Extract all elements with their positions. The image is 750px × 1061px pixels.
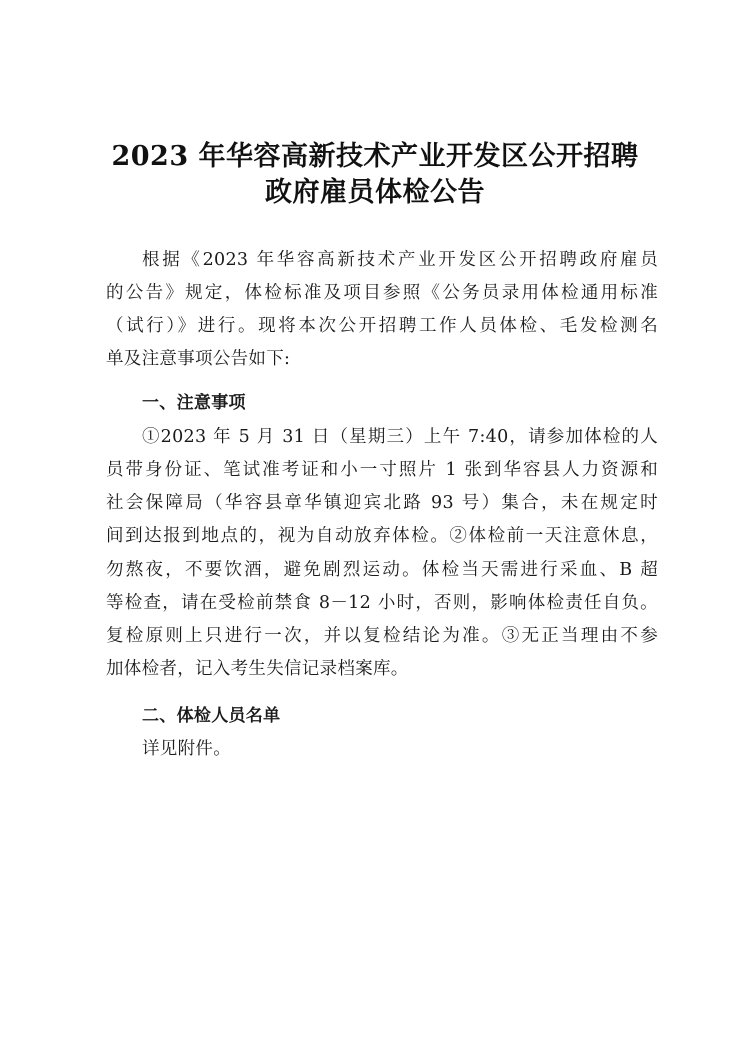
notes-line: 加体检者，记入考生失信记录档案库。	[106, 659, 409, 679]
notes-line: 员带身份证、笔试准考证和小一寸照片 1 张到华容县人力资源和	[106, 460, 658, 480]
candidates-body: 详见附件。	[142, 739, 231, 759]
notes-line: ①2023 年 5 月 31 日（星期三）上午 7:40，请参加体检的人	[142, 427, 658, 447]
notes-line: 勿熬夜，不要饮酒，避免剧烈运动。体检当天需进行采血、B 超	[106, 560, 658, 580]
notes-line: 社会保障局（华容县章华镇迎宾北路 93 号）集合，未在规定时	[106, 493, 658, 513]
intro-line: 的公告》规定，体检标准及项目参照《公务员录用体检通用标准	[106, 283, 658, 303]
intro-line: 根据《2023 年华容高新技术产业开发区公开招聘政府雇员	[142, 250, 658, 270]
intro-line: 单及注意事项公告如下:	[106, 349, 291, 369]
section-heading-candidates: 二、体检人员名单	[142, 706, 281, 726]
notes-line: 复检原则上只进行一次，并以复检结论为准。③无正当理由不参	[106, 626, 658, 646]
section-heading-notes: 一、注意事项	[142, 393, 246, 413]
notes-line: 间到达报到地点的，视为自动放弃体检。②体检前一天注意休息，	[106, 526, 658, 546]
document-title-line-2: 政府雇员体检公告	[265, 177, 485, 208]
notes-line: 等检查，请在受检前禁食 8－12 小时，否则，影响体检责任自负。	[106, 593, 658, 613]
intro-line: （试行）》进行。现将本次公开招聘工作人员体检、毛发检测名	[106, 316, 658, 336]
document-title-line-1: 2023 年华容高新技术产业开发区公开招聘	[111, 141, 639, 172]
